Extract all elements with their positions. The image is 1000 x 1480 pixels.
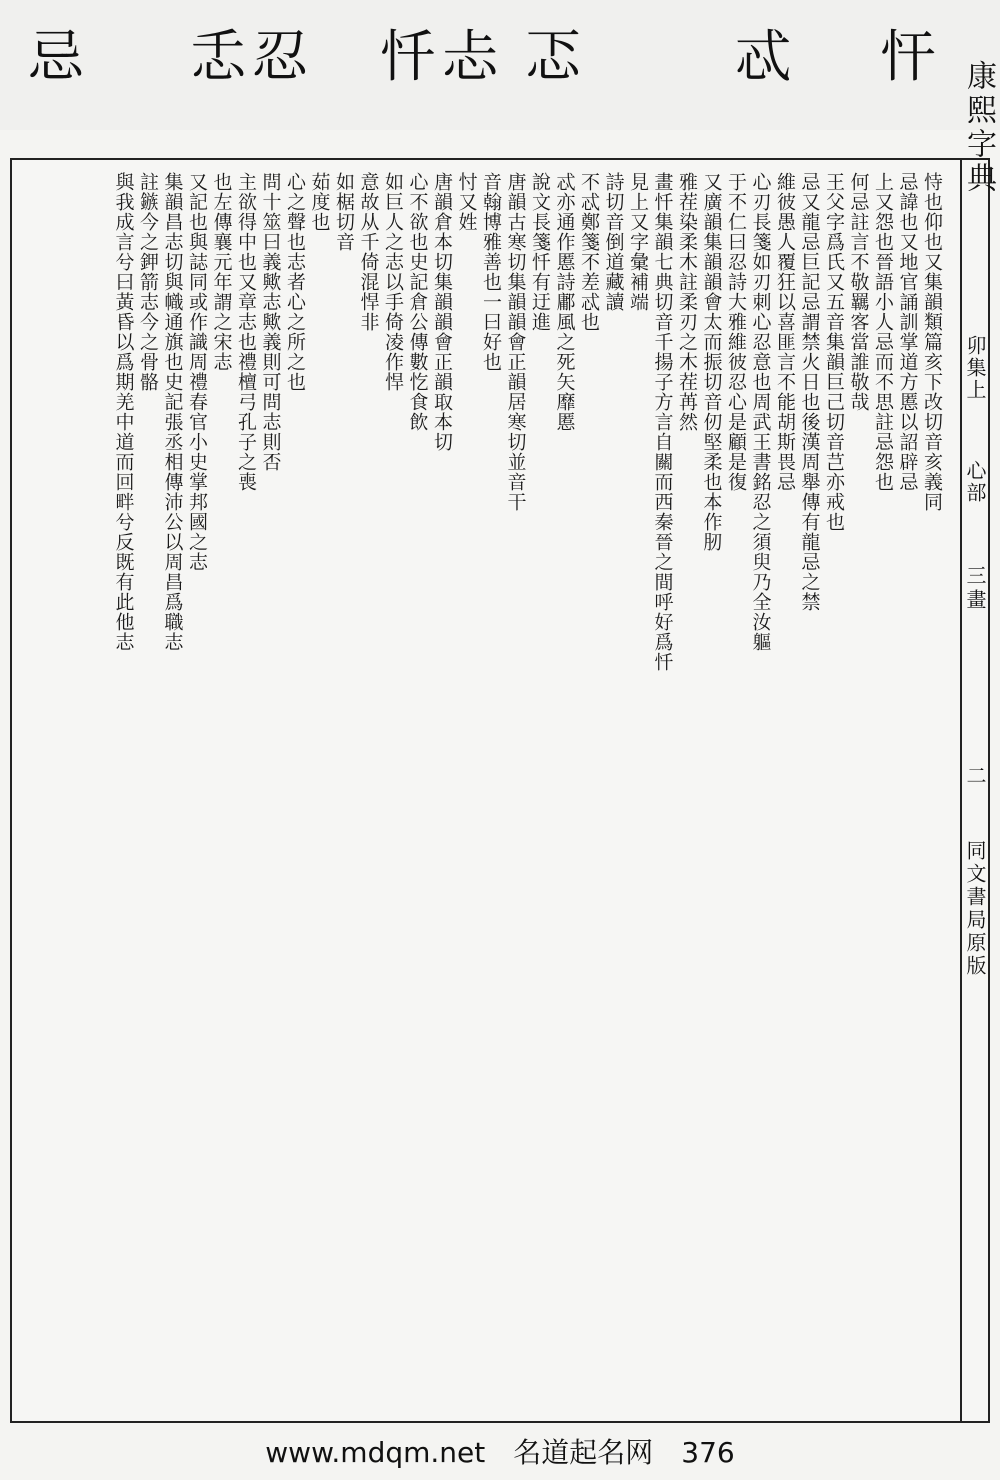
footer xyxy=(0,1428,1000,1478)
dictionary-text-columns xyxy=(12,172,944,1417)
text-column: 又記也與誌同或作識周禮春官小史掌邦國之志 xyxy=(186,172,208,572)
text-column: 如椐切音 xyxy=(333,172,355,252)
seal-glyph: 忑 xyxy=(525,25,587,90)
stroke-count-label: 三畫 xyxy=(963,565,987,613)
text-column: 茹度也 xyxy=(308,172,331,232)
page-number: 二 xyxy=(963,765,987,785)
text-column: 集韻昌志切與幟通旗也史記張丞相傳沛公以周昌爲職志 xyxy=(161,172,184,652)
text-column: 忌諱也又地官誦訓掌道方慝以詔辟忌 xyxy=(896,172,919,492)
text-column: 見上又字彙補端 xyxy=(627,172,649,312)
text-column: 恃也仰也又集韻類篇亥下改切音亥義同 xyxy=(921,172,943,512)
seal-glyph: 忌 xyxy=(28,25,90,90)
text-column: 心刃長箋如刃刺心忍意也周武王書銘忍之須臾乃全汝軀 xyxy=(749,172,772,652)
seal-glyph: 忒 xyxy=(735,25,797,90)
text-column: 上又怨也晉語小人忌而不思註忌怨也 xyxy=(872,172,894,492)
text-column: 王父字爲氏又五音集韻巨己切音芑亦戒也 xyxy=(823,172,845,532)
publisher-label: 同文書局原版 xyxy=(963,840,987,978)
text-column: 不忒鄭箋不差忒也 xyxy=(578,172,600,332)
text-column: 維彼愚人覆狂以喜匪言不能胡斯畏忌 xyxy=(774,172,796,492)
footer-url[interactable]: www.mdqm.net xyxy=(265,1436,486,1469)
text-column: 忖又姓 xyxy=(455,172,478,232)
text-column: 唐韻古寒切集韻韻會正韻居寒切並音干 xyxy=(504,172,527,512)
text-column: 與我成言兮曰黃昏以爲期羌中道而回畔兮反既有此他志 xyxy=(112,172,135,652)
text-column: 于不仁曰忍詩大雅維彼忍心是顧是復 xyxy=(725,172,747,492)
text-column: 如巨人之志以手倚凌作悍 xyxy=(382,172,404,392)
text-column: 忌又龍忌巨記忌謂禁火日也後漢周舉傳有龍忌之禁 xyxy=(798,172,821,612)
volume-label: 卯集上 xyxy=(963,335,987,401)
text-column: 忒亦通作慝詩鄘風之死矢靡慝 xyxy=(553,172,576,432)
seal-script-band xyxy=(0,0,1000,130)
footer-site-name: 名道起名网 xyxy=(513,1436,654,1469)
text-column: 心不欲也史記倉公傳數忔食飲 xyxy=(406,172,429,432)
text-column: 畫忏集韻七典切音千揚子方言自關而西秦晉之間呼好爲忏 xyxy=(651,172,674,672)
text-column: 詩切音倒道藏讀 xyxy=(602,172,625,312)
book-title: 康熙字典 xyxy=(961,60,996,196)
text-column: 也左傳襄元年謂之宋志 xyxy=(210,172,233,372)
text-column: 音翰博雅善也一曰好也 xyxy=(480,172,502,372)
text-column: 心之聲也志者心之所之也 xyxy=(284,172,306,392)
text-column: 雅茬染柔木註柔刃之木茬苒然 xyxy=(676,172,698,432)
seal-glyph: 忓 xyxy=(880,25,942,90)
text-column: 又廣韻集韻韻會太而振切音仞堅柔也本作肕 xyxy=(700,172,723,552)
text-column: 意故从千倚混悍非 xyxy=(357,172,380,332)
text-column: 主欲得中也又章志也禮檀弓孔子之喪 xyxy=(235,172,257,492)
text-column: 註鏃今之鉀箭志今之骨骼 xyxy=(137,172,159,392)
text-column: 何忌註言不敬羈客當誰敬哉 xyxy=(847,172,870,412)
seal-glyph: 忎忍 xyxy=(190,25,314,90)
text-column: 說文長箋忏有迂進 xyxy=(529,172,551,332)
text-column: 問十筮曰義歟志歟義則可問志則否 xyxy=(259,172,282,472)
text-column: 唐韻倉本切集韻韻會正韻取本切 xyxy=(431,172,453,452)
footer-page-number: 376 xyxy=(681,1436,735,1469)
seal-glyph: 忏忐 xyxy=(380,25,504,90)
section-label: 心部 xyxy=(963,460,987,504)
